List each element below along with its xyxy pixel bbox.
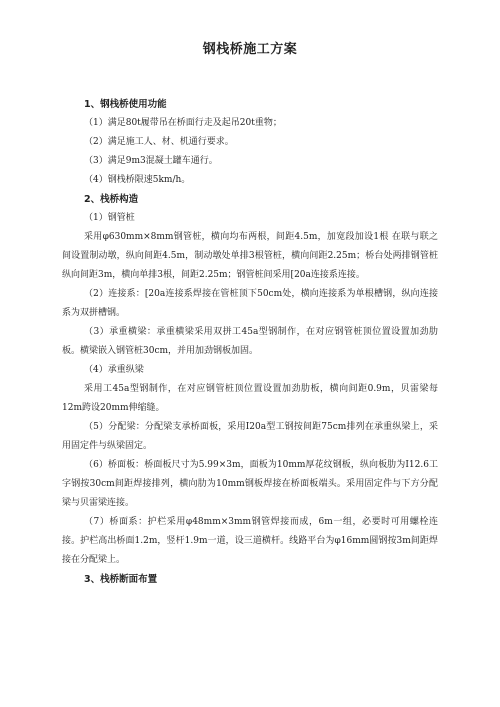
subheading-longitudinal-beam: （4）承重纵梁 (84, 365, 144, 375)
paragraph-bracing: （2）连接系：[20a连接系焊接在管桩顶下50cm处，横向连接系为单根槽钢，纵向连接系为双拼槽钢。 (62, 289, 438, 318)
list-item: （2）满足施工人、材、机通行要求。 (84, 137, 234, 147)
document-title: 钢栈桥施工方案 (202, 42, 298, 57)
subheading-steel-pipe-pile: （1）钢管桩 (84, 213, 135, 223)
paragraph-longitudinal-beam: 采用工45a型钢制作，在对应钢管桩顶位置设置加劲肋板，横向间距0.9m，贝雷梁每12m跨设20mm伸缩缝。 (62, 384, 438, 413)
list-item: （4）钢栈桥限速5km/h。 (84, 175, 191, 185)
section-heading-structure: 2、栈桥构造 (84, 194, 139, 205)
list-item: （1）满足80t履带吊在桥面行走及起吊20t重物； (84, 118, 282, 128)
section-heading-cross-section: 3、栈桥断面布置 (84, 574, 158, 585)
paragraph-steel-pipe-pile: 采用φ630mm×8mm钢管桩，横向均布两根，间距4.5m，加宽段加设1根 在联与联之间设置制动墩，纵向间距4.5m，制动墩处单排3根管桩，横向间距2.25m；桥台处两排钢管桩纵向间距3m，横向单排3根，间距2.25m；钢管桩间采用[20a连接系连接。 (62, 232, 438, 280)
section-heading-functions: 1、钢栈桥使用功能 (84, 99, 167, 110)
list-item: （3）满足9m3混凝土罐车通行。 (84, 156, 218, 166)
paragraph-deck-plate: （6）桥面板：桥面板尺寸为5.99×3m，面板为10mm厚花纹钢板，纵向板肋为I12.6工字钢按30cm间距焊接排列，横向肋为10mm钢板焊接在桥面板端头。采用固定件与下方分配梁与贝雷梁连接。 (62, 460, 438, 508)
paragraph-cross-beam: （3）承重横梁：承重横梁采用双拼工45a型钢制作，在对应钢管桩顶位置设置加劲肋板。横梁嵌入钢管桩30cm，并用加劲钢板加固。 (62, 327, 438, 356)
paragraph-distribution-beam: （5）分配梁：分配梁支承桥面板，采用I20a型工钢按间距75cm排列在承重纵梁上，采用固定件与纵梁固定。 (62, 422, 438, 451)
paragraph-deck-system: （7）桥面系：护栏采用φ48mm×3mm钢管焊接而成，6m一组，必要时可用螺栓连接。护栏高出桥面1.2m，竖杆1.9m一道，设三道横杆。线路平台为φ16mm圆钢按3m间距焊接在分配梁上。 (62, 517, 438, 565)
